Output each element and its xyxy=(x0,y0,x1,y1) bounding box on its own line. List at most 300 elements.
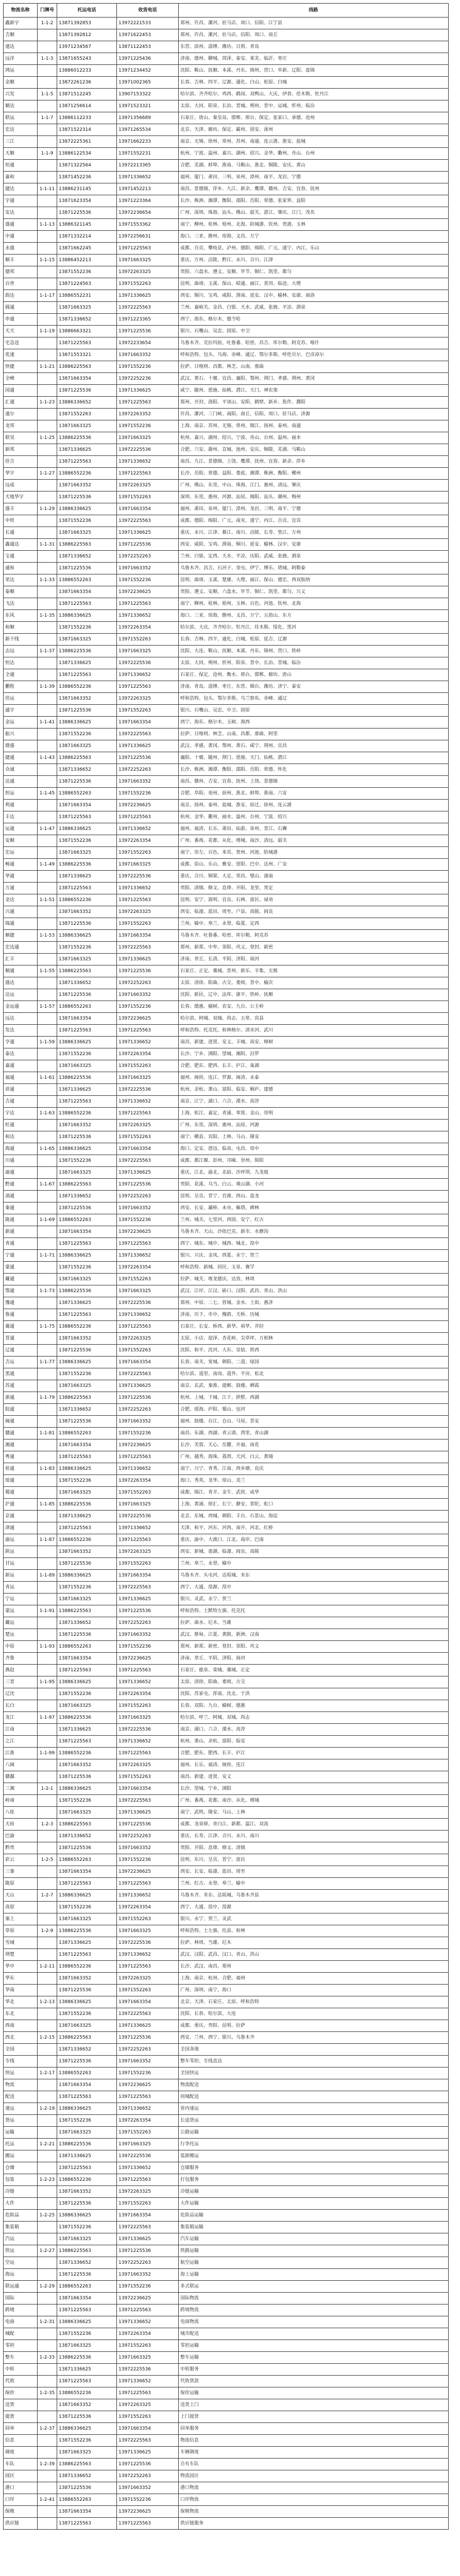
cell-company: 搬运 xyxy=(4,2150,38,2162)
cell-door xyxy=(38,740,57,752)
cell-route: 南京、浦口、六合、溧水、高淳 xyxy=(179,1724,449,1736)
table-body xyxy=(4,18,449,2530)
cell-door xyxy=(38,2056,57,2067)
cell-route: 铁路运输 xyxy=(179,2245,449,2257)
cell-send-phone: 13871663354 xyxy=(57,1013,117,1025)
cell-door xyxy=(38,705,57,717)
cell-company: 盛达 xyxy=(4,977,38,989)
cell-send-phone: 13871336625 xyxy=(57,1937,117,1949)
table-row xyxy=(4,1025,449,1037)
cell-door xyxy=(38,1345,57,1357)
cell-route: 海上运输 xyxy=(179,2269,449,2281)
cell-recv-phone: 13971663325 xyxy=(117,1712,179,1724)
cell-route: 长沙、岳阳、常德、益阳、娄底、湘潭、株洲、衡阳、郴州 xyxy=(179,468,449,480)
cell-door xyxy=(38,195,57,207)
cell-send-phone: 13886336625 xyxy=(57,2423,117,2435)
cell-recv-phone: 13971336652 xyxy=(117,883,179,894)
cell-company: 港口 xyxy=(4,2482,38,2494)
cell-door xyxy=(38,1736,57,1748)
cell-company: 永盛 xyxy=(4,243,38,255)
cell-company: 豫通 xyxy=(4,1297,38,1309)
cell-door: 1-2-37 xyxy=(38,2423,57,2435)
table-row xyxy=(4,634,449,646)
cell-company: 国际 xyxy=(4,2293,38,2304)
cell-company: 盛通 xyxy=(4,219,38,231)
cell-door xyxy=(38,1475,57,1487)
cell-recv-phone: 13972225536 xyxy=(117,444,179,456)
cell-send-phone: 13886552263 xyxy=(57,1641,117,1653)
cell-route: 沈阳、鞍山、抚顺、本溪、丹东、锦州、营口、阜新、辽阳、盘锦 xyxy=(179,65,449,77)
cell-send-phone: 13871225536 xyxy=(57,563,117,574)
cell-company: 远成 xyxy=(4,480,38,492)
cell-send-phone: 13871552236 xyxy=(57,1155,117,1167)
table-row xyxy=(4,2376,449,2387)
cell-send-phone: 13886225536 xyxy=(57,646,117,657)
cell-recv-phone: 13971336625 xyxy=(117,527,179,539)
cell-send-phone: 13871552236 xyxy=(57,2328,117,2340)
cell-send-phone: 13871225536 xyxy=(57,1202,117,1214)
cell-recv-phone: 13971663325 xyxy=(117,646,179,657)
cell-company: 宏达通 xyxy=(4,942,38,954)
cell-door xyxy=(38,2328,57,2340)
cell-door xyxy=(38,385,57,397)
cell-door xyxy=(38,598,57,610)
cell-recv-phone: 13971663352 xyxy=(117,1842,179,1854)
table-row xyxy=(4,420,449,432)
table-row xyxy=(4,1072,449,1084)
table-row xyxy=(4,503,449,515)
cell-door xyxy=(38,989,57,1001)
cell-route: 长沙、望城、宁乡、浏阳 xyxy=(179,1783,449,1795)
cell-recv-phone: 13971336652 xyxy=(117,1522,179,1534)
cell-send-phone: 13871663352 xyxy=(57,2399,117,2411)
cell-route: 南昌、赣州、吉安、宜春、抚州、上饶、景德镇 xyxy=(179,776,449,788)
cell-route: 海口、定安、澄迈、临高、屯昌、琼中 xyxy=(179,1143,449,1155)
table-row xyxy=(4,2447,449,2459)
cell-recv-phone: 13972263325 xyxy=(117,266,179,278)
cell-company: 空运 xyxy=(4,2257,38,2269)
cell-route: 福州、莆田、泉州、厦门、漳州、龙岩、三明、南平、宁德 xyxy=(179,503,449,515)
cell-company: 华宇 xyxy=(4,468,38,480)
cell-company: 青通 xyxy=(4,1238,38,1250)
cell-route: 武汉、孝感、黄冈、鄂州、黄石、咸宁、荆州、宜昌 xyxy=(179,740,449,752)
cell-door: 1-1-79 xyxy=(38,1392,57,1404)
cell-door xyxy=(38,2257,57,2269)
cell-company: 货运 xyxy=(4,2115,38,2127)
cell-door: 1-1-75 xyxy=(38,1321,57,1333)
cell-door xyxy=(38,2269,57,2281)
cell-route: 危险品运输 xyxy=(179,2210,449,2222)
cell-door: 1-2-23 xyxy=(38,2174,57,2186)
cell-recv-phone: 13971225563 xyxy=(117,1451,179,1463)
cell-send-phone: 13871225563 xyxy=(57,1736,117,1748)
table-row xyxy=(4,906,449,918)
table-row xyxy=(4,1487,449,1499)
cell-send-phone: 13886336625 xyxy=(57,503,117,515)
cell-recv-phone: 13971552263 xyxy=(117,1345,179,1357)
cell-recv-phone: 13971336625 xyxy=(117,385,179,397)
cell-route: 上海、南京、苏州、无锡、常州、镇江、扬州、泰州、南通 xyxy=(179,420,449,432)
cell-send-phone: 13871663352 xyxy=(57,693,117,705)
cell-recv-phone: 13971225536 xyxy=(117,1179,179,1191)
cell-send-phone: 13886336652 xyxy=(57,397,117,409)
cell-send-phone: 13871663325 xyxy=(57,302,117,314)
cell-company: 龙邦 xyxy=(4,420,38,432)
cell-door: 1-2-13 xyxy=(38,1996,57,2008)
cell-door xyxy=(38,2186,57,2198)
cell-route: 哈尔滨、齐齐哈尔、鸡西、鹤岗、双鸭山、大庆、伊春、佳木斯、牡丹江 xyxy=(179,89,449,100)
table-row xyxy=(4,89,449,100)
table-row xyxy=(4,432,449,444)
cell-door xyxy=(38,172,57,183)
cell-send-phone: 13871225563 xyxy=(57,2518,117,2530)
cell-recv-phone: 13972225563 xyxy=(117,942,179,954)
logistics-table xyxy=(3,3,449,2530)
cell-door xyxy=(38,1155,57,1167)
table-row xyxy=(4,148,449,160)
cell-door xyxy=(38,231,57,243)
table-row xyxy=(4,1333,449,1345)
cell-send-phone: 13886552263 xyxy=(57,1001,117,1013)
cell-recv-phone: 13972225563 xyxy=(117,1368,179,1380)
cell-send-phone: 13871663352 xyxy=(57,480,117,492)
table-row xyxy=(4,1013,449,1025)
cell-route: 上海、黄浦、徐汇、长宁、静安、普陀、虹口 xyxy=(179,1499,449,1511)
cell-door: 1-2-9 xyxy=(38,1925,57,1937)
cell-route: 武汉、汉阳、武昌、汉口、青山、洪山 xyxy=(179,1949,449,1961)
cell-send-phone: 13871663325 xyxy=(57,1274,117,1285)
table-row xyxy=(4,1380,449,1392)
cell-company: 宁运 xyxy=(4,1594,38,1605)
cell-route: 省内速运 xyxy=(179,2103,449,2115)
cell-company: 渝通 xyxy=(4,1167,38,1179)
cell-company: 苏通 xyxy=(4,1380,38,1392)
cell-route: 口岸物流 xyxy=(179,2494,449,2506)
table-row xyxy=(4,65,449,77)
cell-route: 哈尔滨、大庆、齐齐哈尔、牡丹江、佳木斯、绥化、黑河 xyxy=(179,622,449,634)
cell-company: 华东 xyxy=(4,1973,38,1985)
cell-company: 嘉通 xyxy=(4,1060,38,1072)
cell-route: 南宁、崇左、百色、来宾、贺州、河池、防城港 xyxy=(179,847,449,859)
table-row xyxy=(4,2316,449,2328)
cell-door: 1-2-5 xyxy=(38,1854,57,1866)
table-row xyxy=(4,2222,449,2233)
cell-company: 达通 xyxy=(4,776,38,788)
cell-door: 1-1-33 xyxy=(38,574,57,586)
cell-recv-phone: 13971223365 xyxy=(117,314,179,326)
table-row xyxy=(4,2387,449,2399)
cell-send-phone: 13886225536 xyxy=(57,1072,117,1084)
table-row xyxy=(4,136,449,148)
table-row xyxy=(4,112,449,124)
cell-company: 赣通 xyxy=(4,1428,38,1439)
cell-send-phone: 13886225563 xyxy=(57,965,117,977)
cell-recv-phone: 13971225563 xyxy=(117,1748,179,1759)
cell-recv-phone: 13971663352 xyxy=(117,776,179,788)
cell-send-phone: 13871336652 xyxy=(57,2470,117,2482)
cell-route: 南京、扬州、泰州、盐城、淮安、宿迁、徐州、连云港 xyxy=(179,800,449,811)
cell-company: 塞上 xyxy=(4,1913,38,1925)
cell-send-phone: 13871663325 xyxy=(57,2340,117,2352)
cell-route: 西安、临潼、蓝田、周至、户县、高陵、阎良 xyxy=(179,906,449,918)
cell-company: 联运通 xyxy=(4,2281,38,2293)
cell-send-phone: 13886552263 xyxy=(57,2281,117,2293)
table-row xyxy=(4,859,449,871)
col-header-route: 线路 xyxy=(179,4,449,18)
cell-recv-phone: 13972252263 xyxy=(117,2470,179,2482)
cell-door: 1-1-9 xyxy=(38,148,57,160)
cell-recv-phone: 13971553362 xyxy=(117,219,179,231)
table-row xyxy=(4,1357,449,1368)
cell-recv-phone: 13971225536 xyxy=(117,1605,179,1617)
table-row xyxy=(4,883,449,894)
cell-recv-phone: 13972225563 xyxy=(117,2008,179,2020)
cell-send-phone: 13871336652 xyxy=(57,551,117,563)
cell-send-phone: 13871552236 xyxy=(57,835,117,847)
cell-company: 通和 xyxy=(4,563,38,574)
cell-route: 成都、自贡、攀枝花、泸州、德阳、绵阳、广元、遂宁、内江、乐山 xyxy=(179,243,449,255)
table-row xyxy=(4,752,449,764)
cell-route: 兰州、城关、七里河、西固、安宁、红古 xyxy=(179,1214,449,1226)
cell-door xyxy=(38,2079,57,2091)
cell-recv-phone: 13907153322 xyxy=(117,89,179,100)
table-row xyxy=(4,397,449,409)
cell-recv-phone: 13971234452 xyxy=(117,65,179,77)
table-row xyxy=(4,373,449,385)
cell-route: 南宁、柳州、桂林、梧州、玉林、百色、河池、钦州、北海 xyxy=(179,598,449,610)
table-row xyxy=(4,2281,449,2293)
cell-send-phone: 13871663325 xyxy=(57,1380,117,1392)
cell-door: 1-1-45 xyxy=(38,788,57,800)
table-row xyxy=(4,2304,449,2316)
cell-send-phone: 13871225563 xyxy=(57,1878,117,1890)
cell-send-phone: 13886552263 xyxy=(57,788,117,800)
cell-door: 1-1-51 xyxy=(38,894,57,906)
cell-recv-phone: 13971552236 xyxy=(117,361,179,373)
cell-recv-phone: 13971225536 xyxy=(117,2459,179,2470)
table-row xyxy=(4,515,449,527)
cell-route: 济南、德州、聊城、菏泽、泰安、莱芜、临沂、枣庄 xyxy=(179,53,449,65)
cell-send-phone: 13871655243 xyxy=(57,53,117,65)
cell-route: 咸宁、随州、恩施、仙桃、潜江、天门、神农架 xyxy=(179,385,449,397)
table-row xyxy=(4,847,449,859)
cell-send-phone: 13871663352 xyxy=(57,906,117,918)
cell-recv-phone: 13971663354 xyxy=(117,503,179,515)
cell-recv-phone: 13972236625 xyxy=(117,800,179,811)
cell-send-phone: 13871663325 xyxy=(57,954,117,965)
cell-send-phone: 13871552236 xyxy=(57,2435,117,2447)
cell-recv-phone: 13971336652 xyxy=(117,172,179,183)
cell-door xyxy=(38,1985,57,1996)
cell-door: 1-1-47 xyxy=(38,823,57,835)
cell-recv-phone: 13971663325 xyxy=(117,2139,179,2150)
cell-door xyxy=(38,1546,57,1558)
cell-recv-phone: 13971552263 xyxy=(117,2198,179,2210)
cell-recv-phone: 13972221533 xyxy=(117,18,179,29)
table-row xyxy=(4,1155,449,1167)
cell-route: 上门提货 xyxy=(179,2411,449,2423)
cell-route: 银川、灵武、永宁、贺兰 xyxy=(179,1594,449,1605)
cell-route: 银川、兴庆、金凤、西夏、永宁、贺兰 xyxy=(179,1250,449,1262)
cell-send-phone: 13871663354 xyxy=(57,1653,117,1665)
cell-recv-phone: 13971552236 xyxy=(117,2281,179,2293)
table-row xyxy=(4,2340,449,2352)
cell-company: 蜀通 xyxy=(4,1487,38,1499)
cell-send-phone: 13886552236 xyxy=(57,1534,117,1546)
cell-door: 1-1-59 xyxy=(38,1037,57,1048)
cell-door xyxy=(38,1333,57,1345)
cell-recv-phone: 13971552263 xyxy=(117,492,179,503)
cell-send-phone: 13871336625 xyxy=(57,871,117,883)
cell-recv-phone: 13971265534 xyxy=(117,124,179,136)
cell-route: 杭州、嘉兴、湖州、绍兴、宁波、舟山、台州、温州、丽水 xyxy=(179,432,449,444)
cell-company: 金达 xyxy=(4,894,38,906)
cell-door xyxy=(38,1309,57,1321)
cell-company: 嘉和 xyxy=(4,172,38,183)
cell-route: 贵阳、开阳、息烽、修文、清镇 xyxy=(179,1842,449,1854)
cell-send-phone: 13886112233 xyxy=(57,112,117,124)
cell-send-phone: 13886552263 xyxy=(57,1428,117,1439)
table-row xyxy=(4,693,449,705)
cell-company: 仓储 xyxy=(4,2162,38,2174)
cell-send-phone: 13871552236 xyxy=(57,942,117,954)
cell-recv-phone: 13972263354 xyxy=(117,1475,179,1487)
cell-door xyxy=(38,2162,57,2174)
cell-company: 和达 xyxy=(4,1131,38,1143)
cell-send-phone: 13886452213 xyxy=(57,255,117,266)
cell-door xyxy=(38,1629,57,1641)
cell-door xyxy=(38,2115,57,2127)
cell-route: 重庆、长寿、江津、合川、永川、南川 xyxy=(179,1831,449,1842)
cell-company: 送货 xyxy=(4,2399,38,2411)
cell-company: 三秦 xyxy=(4,1866,38,1878)
table-row xyxy=(4,1902,449,1913)
cell-recv-phone: 13971663354 xyxy=(117,1357,179,1368)
cell-send-phone: 13871225536 xyxy=(57,2482,117,2494)
cell-company: 楚运 xyxy=(4,1629,38,1641)
cell-send-phone: 13871225563 xyxy=(57,1096,117,1108)
cell-door: 1-1-15 xyxy=(38,255,57,266)
cell-send-phone: 13871336625 xyxy=(57,1724,117,1736)
table-row xyxy=(4,2257,449,2269)
cell-company: 江南 xyxy=(4,1724,38,1736)
cell-door xyxy=(38,2198,57,2210)
cell-recv-phone: 13971225536 xyxy=(117,539,179,551)
cell-recv-phone: 13971225563 xyxy=(117,1108,179,1120)
cell-door: 1-1-89 xyxy=(38,1570,57,1582)
cell-send-phone: 13872225361 xyxy=(57,136,117,148)
cell-company: 国通 xyxy=(4,385,38,397)
cell-route: 同城配送 xyxy=(179,2091,449,2103)
col-header-recv-phone: 收货电话 xyxy=(117,4,179,18)
cell-recv-phone: 13971552236 xyxy=(117,1428,179,1439)
table-row xyxy=(4,1783,449,1795)
cell-route: 沈阳、新民、辽中、法库、康平、铁岭、抚顺 xyxy=(179,989,449,1001)
cell-door xyxy=(38,586,57,598)
table-row xyxy=(4,776,449,788)
cell-door: 1-1-85 xyxy=(38,1499,57,1511)
cell-route: 昆明、安宁、嵩明、宜良、石林、富民、禄劝 xyxy=(179,894,449,906)
cell-door xyxy=(38,835,57,847)
cell-send-phone: 13871225563 xyxy=(57,456,117,468)
cell-route: 广州、番禺、花都、南沙、从化、增城 xyxy=(179,1795,449,1807)
cell-door: 1-2-27 xyxy=(38,2245,57,2257)
cell-send-phone: 13871663325 xyxy=(57,1487,117,1499)
cell-send-phone: 13871662245 xyxy=(57,243,117,255)
cell-recv-phone: 13971336625 xyxy=(117,1807,179,1819)
cell-route: 合肥、瑶海、庐阳、蜀山、包河 xyxy=(179,1404,449,1416)
cell-send-phone: 13871552236 xyxy=(57,1368,117,1380)
cell-company: 桂通 xyxy=(4,1463,38,1475)
cell-route: 武汉、蔡甸、江夏、黄陂、新洲、汉南 xyxy=(179,1629,449,1641)
cell-door xyxy=(38,847,57,859)
cell-send-phone: 13871663354 xyxy=(57,373,117,385)
cell-door xyxy=(38,1025,57,1037)
cell-company: 赣鄱 xyxy=(4,1771,38,1783)
cell-send-phone: 13886225563 xyxy=(57,2459,117,2470)
cell-send-phone: 13871225536 xyxy=(57,1842,117,1854)
cell-route: 许昌、漯河、三门峡、南阳、商丘、信阳、周口、驻马店、济源 xyxy=(179,409,449,420)
cell-door xyxy=(38,2020,57,2032)
table-row xyxy=(4,183,449,195)
cell-route: 郑州、许昌、漯河、驻马店、信阳、周口、商丘 xyxy=(179,29,449,41)
cell-company: 藏运 xyxy=(4,1617,38,1629)
cell-door xyxy=(38,1724,57,1736)
cell-recv-phone: 13971663325 xyxy=(117,1285,179,1297)
cell-route: 汽车运输 xyxy=(179,2233,449,2245)
cell-door: 1-1-27 xyxy=(38,468,57,480)
table-row xyxy=(4,1641,449,1653)
cell-company: 岭南 xyxy=(4,1795,38,1807)
cell-door xyxy=(38,1759,57,1771)
cell-recv-phone: 13971552236 xyxy=(117,2494,179,2506)
cell-company: 琼通 xyxy=(4,1475,38,1487)
cell-route: 南宁、柳州、桂林、梧州、北海、防城港、钦州、贵港、玉林 xyxy=(179,219,449,231)
cell-send-phone: 13871225536 xyxy=(57,385,117,397)
cell-company: 志远 xyxy=(4,646,38,657)
table-row xyxy=(4,2174,449,2186)
cell-door xyxy=(38,2233,57,2245)
cell-route: 南京、玄武、秦淮、建邺、鼓楼、栖霞 xyxy=(179,1380,449,1392)
cell-recv-phone: 13971552263 xyxy=(117,2127,179,2139)
table-row xyxy=(4,930,449,942)
cell-route: 北京、天津、廊坊、保定、霸州、固安、涿州 xyxy=(179,124,449,136)
cell-route: 哈尔滨、道里、南岗、道外、平房、松北 xyxy=(179,1368,449,1380)
cell-company: 长通 xyxy=(4,527,38,539)
cell-recv-phone: 13971336652 xyxy=(117,1463,179,1475)
cell-door xyxy=(38,1120,57,1131)
cell-recv-phone: 13972263354 xyxy=(117,622,179,634)
cell-company: 盛丰 xyxy=(4,503,38,515)
cell-recv-phone: 13972263325 xyxy=(117,1973,179,1985)
cell-door xyxy=(38,492,57,503)
cell-send-phone: 13886231145 xyxy=(57,183,117,195)
cell-recv-phone: 13971225563 xyxy=(117,2387,179,2399)
cell-company: 远洋 xyxy=(4,53,38,65)
cell-send-phone: 13871336652 xyxy=(57,1831,117,1842)
cell-route: 零担运输 xyxy=(179,2340,449,2352)
cell-door: 1-1-31 xyxy=(38,539,57,551)
cell-route: 长春、吉林、四平、辽源、通化、白山、松原、白城 xyxy=(179,77,449,89)
cell-recv-phone: 13971225563 xyxy=(117,1025,179,1037)
cell-route: 集装箱运输 xyxy=(179,2222,449,2233)
table-row xyxy=(4,788,449,800)
cell-send-phone: 13886225563 xyxy=(57,1179,117,1191)
cell-send-phone: 13871224563 xyxy=(57,278,117,290)
cell-recv-phone: 13971552263 xyxy=(117,1913,179,1925)
cell-door xyxy=(38,2150,57,2162)
cell-door xyxy=(38,65,57,77)
